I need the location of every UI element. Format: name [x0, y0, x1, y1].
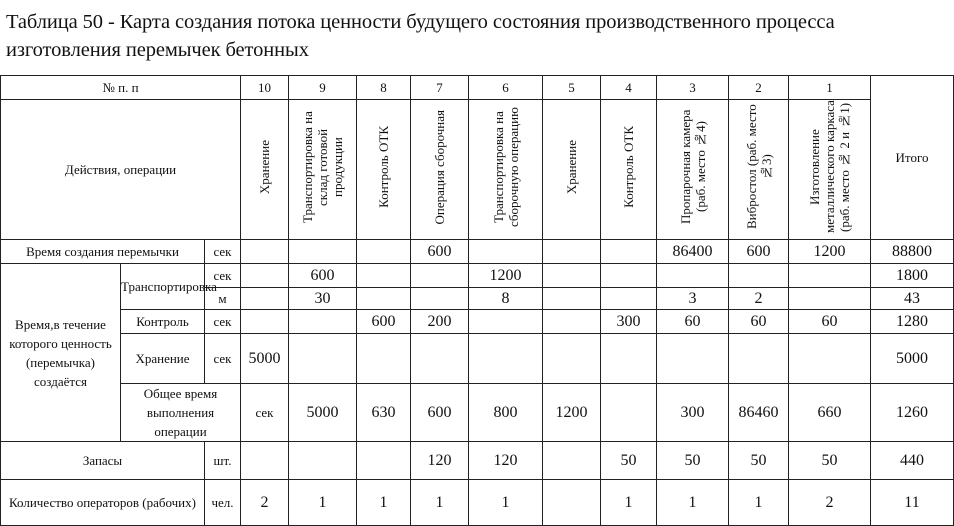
value-cell: [289, 310, 357, 334]
operation-header: [657, 100, 729, 240]
transport-label: Транспортировка: [121, 264, 205, 310]
value-cell: 60: [729, 310, 789, 334]
value-cell: 1: [289, 480, 357, 526]
operation-header: [241, 100, 289, 240]
value-cell: 660: [789, 384, 871, 442]
value-cell: [357, 264, 411, 288]
total-header: Итого: [871, 76, 954, 240]
value-cell: 1200: [469, 264, 543, 288]
value-cell: 1: [657, 480, 729, 526]
operators-label: Количество операторов (рабочих): [1, 480, 205, 526]
col-number: 8: [357, 76, 411, 100]
value-cell: [289, 334, 357, 384]
value-cell: 8: [469, 288, 543, 310]
stock-label: Запасы: [1, 442, 205, 480]
unit-cell: м: [205, 288, 241, 310]
value-cell: [357, 442, 411, 480]
operation-name: Транспортировка на склад готовой продукции: [300, 111, 345, 223]
value-cell: [357, 240, 411, 264]
value-cell: 1: [469, 480, 543, 526]
operation-header: [411, 100, 469, 240]
value-cell: 86460: [729, 384, 789, 442]
creation-label: Время создания перемычки: [1, 240, 205, 264]
value-cell: [543, 310, 601, 334]
operation-header: [543, 100, 601, 240]
value-cell: 86400: [657, 240, 729, 264]
value-cell: [241, 310, 289, 334]
value-cell: [543, 480, 601, 526]
total-cell: 43: [871, 288, 954, 310]
value-time-label: Время,в течение которого ценность (перемычка) создаётся: [1, 264, 121, 442]
value-cell: [601, 240, 657, 264]
value-cell: [729, 264, 789, 288]
col-number: 7: [411, 76, 469, 100]
unit-cell: сек: [205, 264, 241, 288]
operation-header: [289, 100, 357, 240]
value-cell: [289, 442, 357, 480]
value-cell: [411, 288, 469, 310]
value-cell: 1: [601, 480, 657, 526]
value-cell: [789, 264, 871, 288]
operation-name: Вибростол (раб. место №3): [743, 104, 774, 230]
operation-name: Контроль ОТК: [376, 126, 391, 208]
operation-name: Хранение: [257, 139, 272, 195]
value-cell: 1260: [871, 384, 954, 442]
operation-name: Операция сборочная: [432, 109, 447, 225]
value-cell: 800: [469, 384, 543, 442]
value-cell: 1200: [543, 384, 601, 442]
value-cell: 50: [601, 442, 657, 480]
value-cell: 1: [357, 480, 411, 526]
value-cell: 630: [357, 384, 411, 442]
value-cell: [543, 334, 601, 384]
operation-name: Хранение: [564, 139, 579, 195]
value-cell: 50: [789, 442, 871, 480]
value-cell: [469, 240, 543, 264]
value-cell: [657, 334, 729, 384]
value-cell: [601, 264, 657, 288]
operation-header: [789, 100, 871, 240]
value-cell: 60: [789, 310, 871, 334]
value-cell: [289, 240, 357, 264]
operation-name: Транспортировка на сборочную операцию: [490, 107, 521, 227]
col-number: 9: [289, 76, 357, 100]
operation-header: [601, 100, 657, 240]
value-cell: [601, 384, 657, 442]
unit-cell: сек: [205, 334, 241, 384]
actions-header: Действия, операции: [1, 100, 241, 240]
value-cell: [543, 264, 601, 288]
value-cell: [241, 442, 289, 480]
unit-cell: чел.: [205, 480, 241, 526]
value-cell: [469, 334, 543, 384]
col-number: 3: [657, 76, 729, 100]
value-cell: [241, 240, 289, 264]
value-cell: 1: [729, 480, 789, 526]
value-cell: 120: [411, 442, 469, 480]
value-cell: 50: [657, 442, 729, 480]
total-time-label: Общее время выполнения операции: [121, 384, 241, 442]
operation-header: [729, 100, 789, 240]
col-number: 6: [469, 76, 543, 100]
unit-cell: шт.: [205, 442, 241, 480]
value-cell: 2: [729, 288, 789, 310]
total-cell: 1800: [871, 264, 954, 288]
value-cell: [601, 288, 657, 310]
total-cell: 88800: [871, 240, 954, 264]
value-cell: [789, 334, 871, 384]
value-cell: 60: [657, 310, 729, 334]
value-cell: 50: [729, 442, 789, 480]
unit-cell: сек: [205, 240, 241, 264]
value-cell: [357, 288, 411, 310]
value-cell: [543, 442, 601, 480]
table-caption: Таблица 50 - Карта создания потока ценности будущего состояния производственного процесса изготовления перемычек бетонных: [6, 11, 835, 61]
value-cell: 5000: [241, 334, 289, 384]
value-cell: 2: [241, 480, 289, 526]
control-label: Контроль: [121, 310, 205, 334]
value-cell: [789, 288, 871, 310]
value-cell: 600: [357, 310, 411, 334]
value-cell: 600: [411, 240, 469, 264]
unit-cell: сек: [241, 384, 289, 442]
value-cell: 1200: [789, 240, 871, 264]
value-cell: [357, 334, 411, 384]
value-cell: [729, 334, 789, 384]
value-cell: [411, 334, 469, 384]
num-header: № п. п: [1, 76, 241, 100]
value-cell: [241, 264, 289, 288]
value-cell: 600: [729, 240, 789, 264]
total-cell: 11: [871, 480, 954, 526]
value-cell: [469, 310, 543, 334]
value-cell: 600: [289, 264, 357, 288]
value-cell: 300: [601, 310, 657, 334]
value-cell: [241, 288, 289, 310]
operation-name: Контроль ОТК: [621, 126, 636, 208]
total-cell: 5000: [871, 334, 954, 384]
storage-label: Хранение: [121, 334, 205, 384]
col-number: 4: [601, 76, 657, 100]
col-number: 10: [241, 76, 289, 100]
operation-header: [357, 100, 411, 240]
value-cell: [543, 240, 601, 264]
operation-name: Пропарочная камера (раб. место №4): [677, 109, 708, 225]
value-cell: 3: [657, 288, 729, 310]
value-cell: [601, 334, 657, 384]
col-number: 2: [729, 76, 789, 100]
value-stream-table: [0, 75, 954, 526]
value-cell: [411, 264, 469, 288]
operation-name: Изготовление металлического каркаса (раб. место № 2 и №1): [807, 100, 852, 234]
value-cell: [657, 264, 729, 288]
value-cell: 1: [411, 480, 469, 526]
value-cell: 5000: [289, 384, 357, 442]
value-cell: 200: [411, 310, 469, 334]
col-number: 5: [543, 76, 601, 100]
value-cell: 600: [411, 384, 469, 442]
unit-cell: сек: [205, 310, 241, 334]
operation-header: [469, 100, 543, 240]
value-cell: 300: [657, 384, 729, 442]
col-number: 1: [789, 76, 871, 100]
value-cell: 30: [289, 288, 357, 310]
total-cell: 1280: [871, 310, 954, 334]
value-cell: [543, 288, 601, 310]
value-cell: 2: [789, 480, 871, 526]
value-cell: 120: [469, 442, 543, 480]
total-cell: 440: [871, 442, 954, 480]
